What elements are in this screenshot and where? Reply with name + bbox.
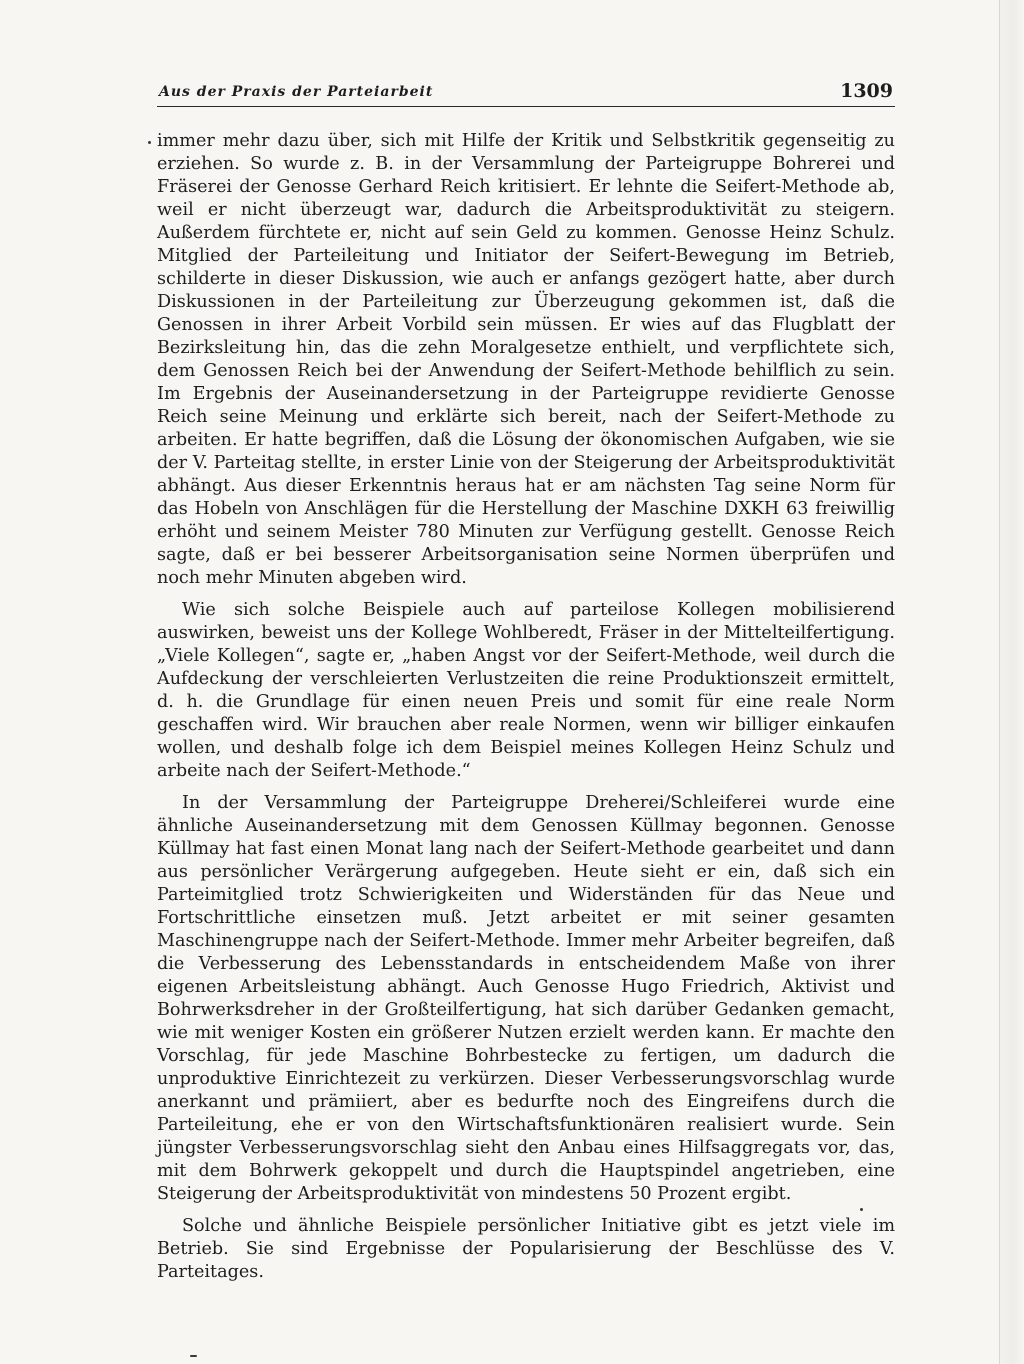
running-head: Aus der Praxis der Parteiarbeit [159, 84, 434, 100]
page-header [157, 70, 895, 107]
print-speck [190, 1355, 197, 1357]
paragraph-4: Solche und ähnliche Beispiele persönlicher Initiative gibt es jetzt viele im Betrieb. Sie sind Ergebnisse der Popularisierung der Beschlüsse des V. Parteitages. [157, 1216, 895, 1282]
article-body [157, 130, 895, 1293]
paragraph-1: immer mehr dazu über, sich mit Hilfe der Kritik und Selbstkritik gegenseitig zu erziehen. So wurde z. B. in der Versammlung der Parteigruppe Bohrerei und Fräserei der Genosse Gerhard Reich kritisiert. Er lehnte die Seifert-Methode ab, weil er nicht überzeugt war, dadurch die Arbeitsproduktivität zu steigern. Außerdem fürchtete er, nicht auf sein Geld zu kommen. Genosse Heinz Schulz. Mitglied der Parteileitung und Initiator der Seifert-Bewegung im Betrieb, schilderte in dieser Diskussion, wie auch er anfangs gezögert hatte, aber durch Diskussionen in der Parteileitung zur Überzeugung gekommen ist, daß die Genossen in ihrer Arbeit Vorbild sein müssen. Er wies auf das Flugblatt der Bezirksleitung hin, das die zehn Moralgesetze enthielt, und verpflichtete sich, dem Genossen Reich bei der Anwendung der Seifert-Methode behilflich zu sein. Im Ergebnis der Auseinandersetzung in der Parteigruppe revidierte Genosse Reich seine Meinung und erklärte sich bereit, nach der Seifert-Methode zu arbeiten. Er hatte begriffen, daß die Lösung der ökonomischen Aufgaben, wie sie der V. Parteitag stellte, in erster Linie von der Steigerung der Arbeitsproduktivität abhängt. Aus dieser Erkenntnis heraus hat er am nächsten Tag seine Norm für das Hobeln von Anschlägen für die Herstellung der Maschine DXKH 63 freiwillig erhöht und seinem Meister 780 Minuten zur Verfügung gestellt. Genosse Reich sagte, daß er bei besserer Arbeitsorganisation seine Normen überprüfen und noch mehr Minuten abgeben wird. [157, 131, 895, 588]
paragraph-3: In der Versammlung der Parteigruppe Dreherei/Schleiferei wurde eine ähnliche Auseinandersetzung mit dem Genossen Küllmay begonnen. Genosse Küllmay hat fast einen Monat lang nach der Seifert-Methode gearbeitet und dann aus persönlicher Verärgerung aufgegeben. Heute sieht er ein, daß sich ein Parteimitglied trotz Schwierigkeiten und Widerständen für das Neue und Fortschrittliche einsetzen muß. Jetzt arbeitet er mit seiner gesamten Maschinengruppe nach der Seifert-Methode. Immer mehr Arbeiter begreifen, daß die Verbesserung des Lebensstandards in entscheidendem Maße von ihrer eigenen Arbeitsleistung abhängt. Auch Genosse Hugo Friedrich, Aktivist und Bohrwerksdreher in der Großteilfertigung, hat sich darüber Gedanken gemacht, wie mit weniger Kosten ein größerer Nutzen erzielt werden kann. Er machte den Vorschlag, für jede Maschine Bohrbestecke zu fertigen, um dadurch die unproduktive Einrichtezeit zu verkürzen. Dieser Verbesserungsvorschlag wurde anerkannt und prämiiert, aber es bedurfte noch des Eingreifens durch die Parteileitung, ehe er von den Wirtschaftsfunktionären realisiert wurde. Sein jüngster Verbesserungsvorschlag sieht den Anbau eines Hilfsaggregats vor, das, mit dem Bohrwerk gekoppelt und durch die Hauptspindel angetrieben, eine Steigerung der Arbeitsproduktivität von mindestens 50 Prozent ergibt. [157, 793, 895, 1204]
print-speck [148, 141, 151, 144]
page-number: 1309 [840, 80, 893, 102]
paragraph-2: Wie sich solche Beispiele auch auf parteilose Kollegen mobilisierend auswirken, beweist uns der Kollege Wohlberedt, Fräser in der Mittelteilfertigung. „Viele Kollegen“, sagte er, „haben Angst vor der Seifert-Methode, weil durch die Aufdeckung der verschleierten Verlustzeiten die reine Produktionszeit ermittelt, d. h. die Grundlage für einen neuen Preis und somit für eine reale Norm geschaffen wird. Wir brauchen aber reale Normen, wenn wir billiger einkaufen wollen, und deshalb folge ich dem Beispiel meines Kollegen Heinz Schulz und arbeite nach der Seifert-Methode.“ [157, 600, 895, 781]
print-speck [860, 1208, 863, 1211]
page-edge [999, 0, 1024, 1364]
